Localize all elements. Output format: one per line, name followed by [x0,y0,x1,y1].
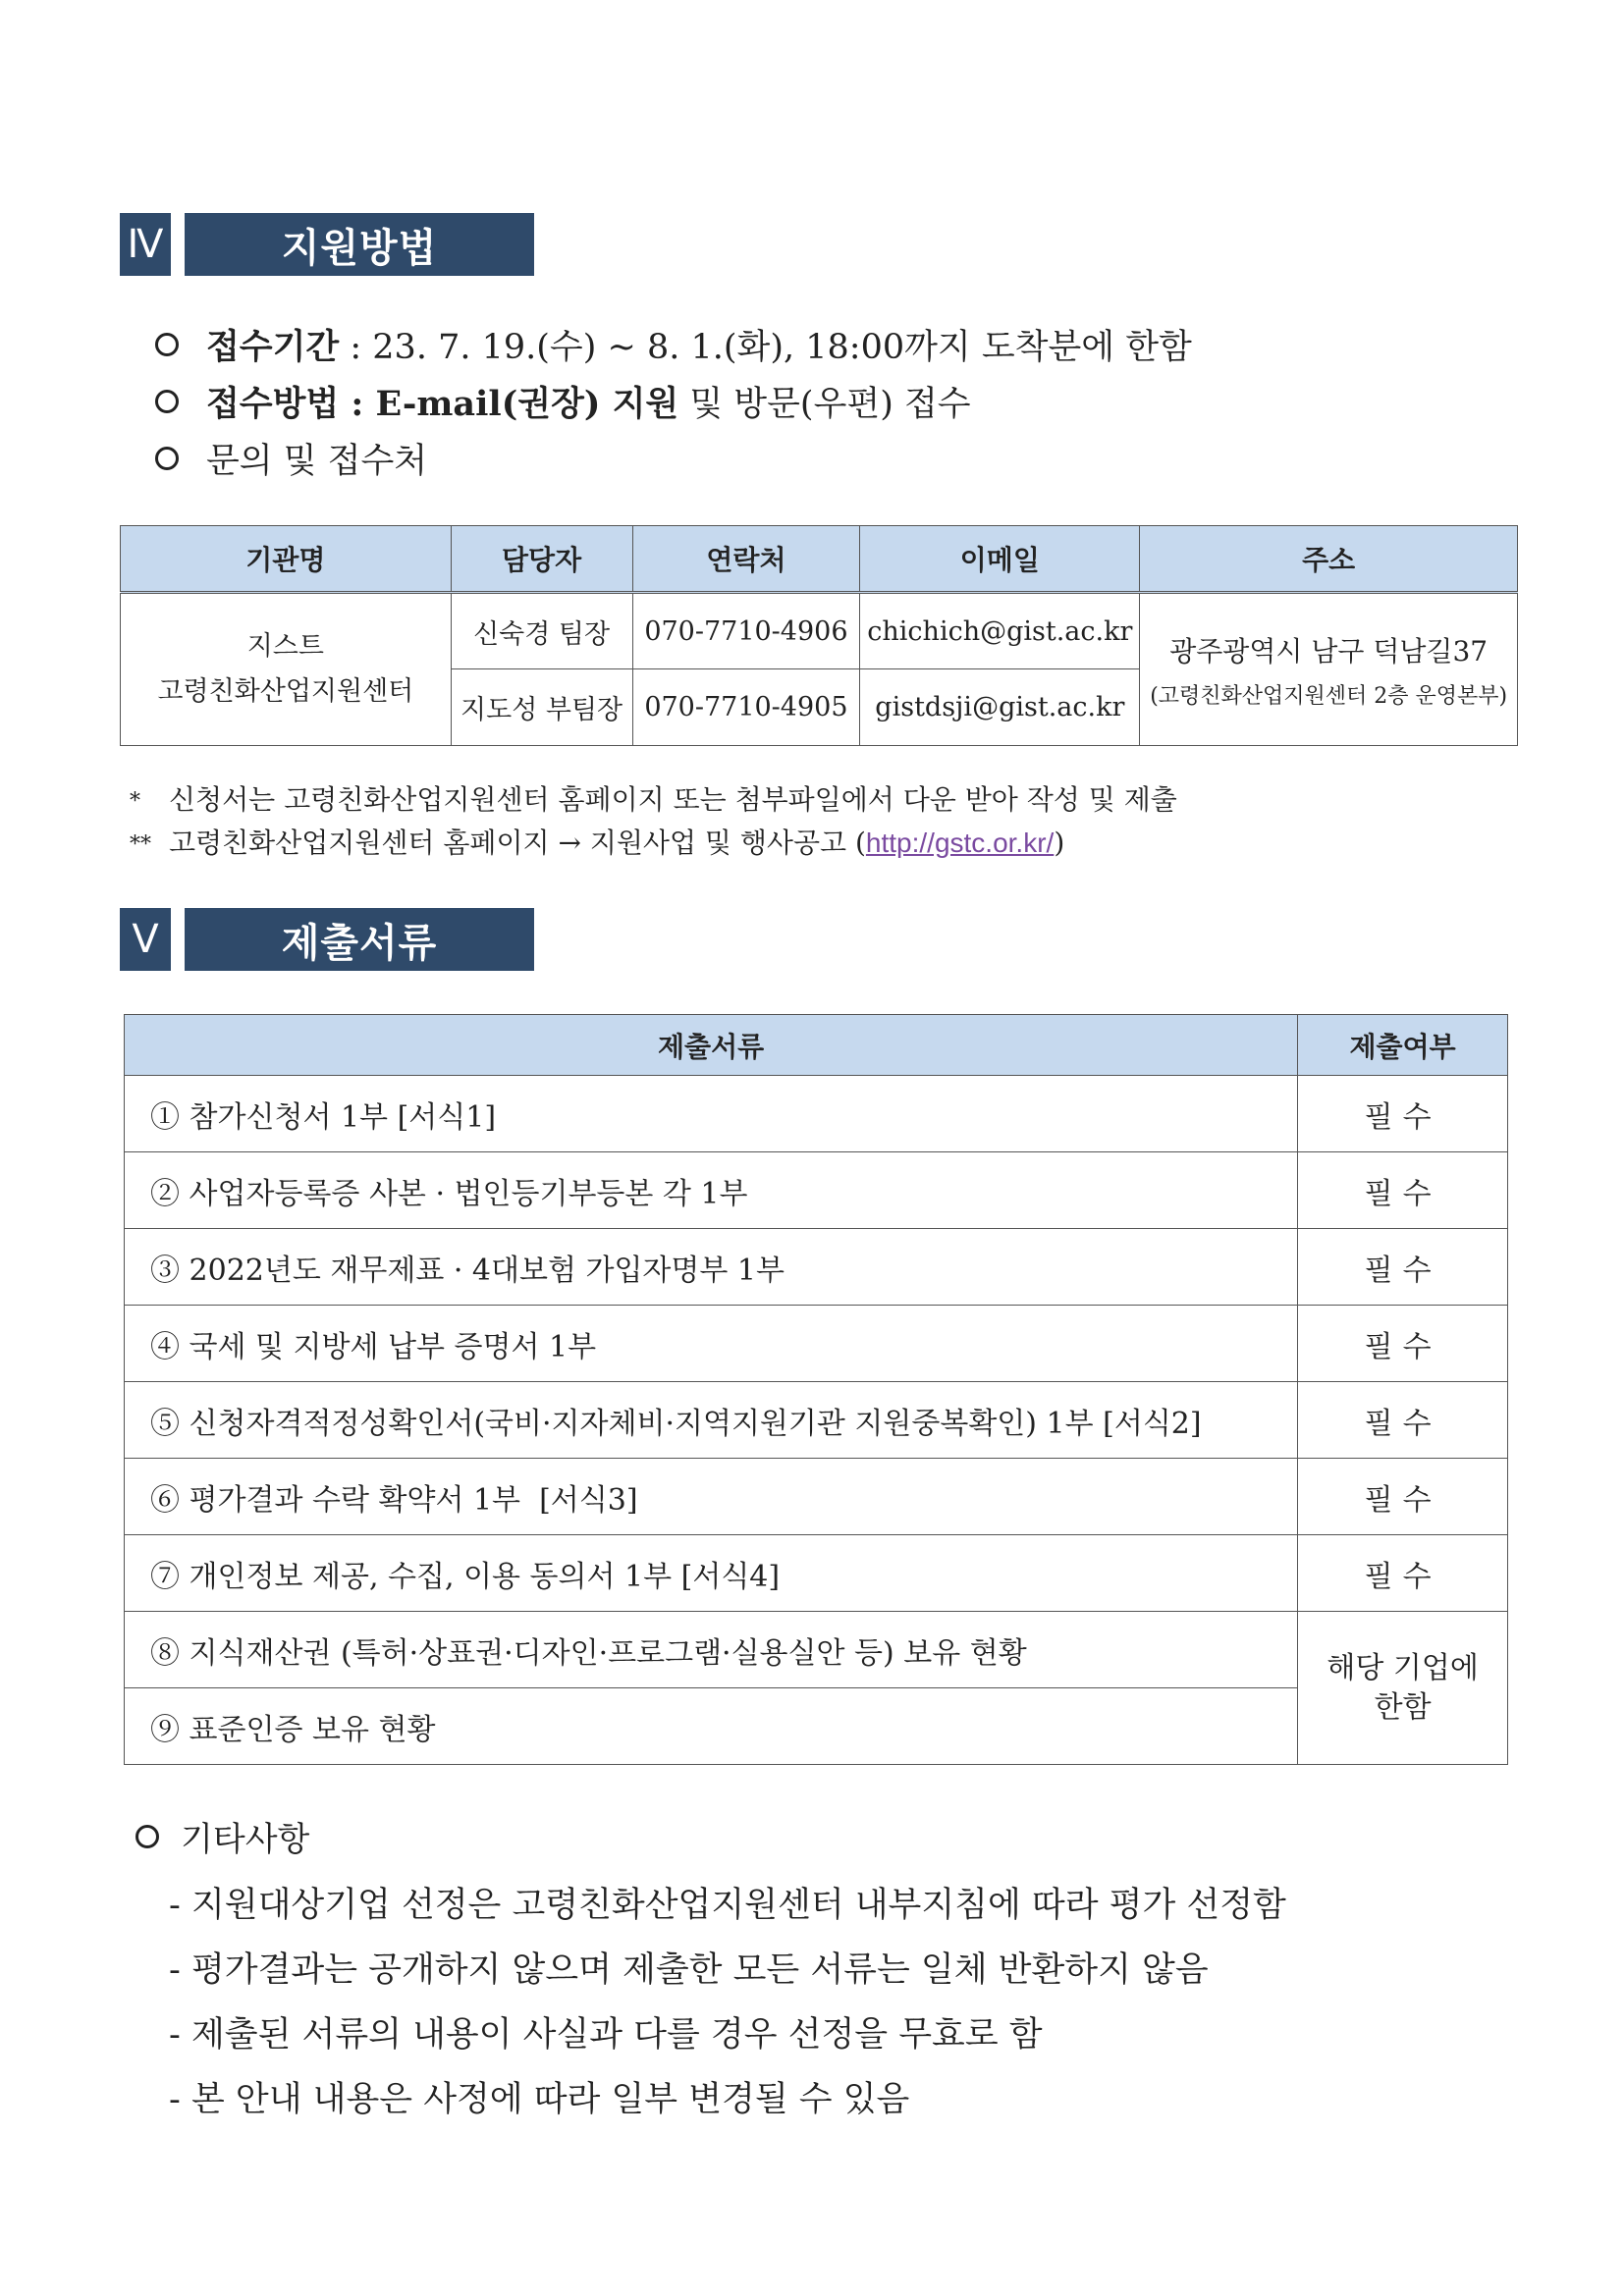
section-5-number: Ⅴ [120,908,171,971]
contact-table-header-row [121,526,1518,593]
documents-header-row [125,1015,1508,1076]
table-row [125,1152,1508,1229]
required-status: 필수 [1298,1306,1508,1382]
note-1 [130,778,1177,818]
inquiry-text: 문의 및 접수처 [206,442,428,481]
note-2-close: ) [1054,827,1065,859]
receipt-period-line [155,320,1192,369]
phone-cell: 070-7710-4905 [632,669,860,746]
table-row [125,1535,1508,1612]
header-documents: 제출서류 [125,1015,1298,1076]
document-name: ⑦ 개인정보 제공, 수집, 이용 동의서 1부 [서식4] [125,1535,1298,1612]
receipt-method-line [155,377,971,426]
header-address: 주소 [1140,526,1518,593]
misc-item: - 지원대상기업 선정은 고령친화산업지원센터 내부지침에 따라 평가 선정함 [169,1886,1286,1925]
misc-title: 기타사항 [181,1820,310,1859]
section-5-title: 제출서류 [185,908,534,971]
misc-heading [135,1812,309,1860]
address-main: 광주광역시 남구 덕남길37 [1169,634,1489,667]
document-name: ⑥ 평가결과 수락 확약서 1부 [서식3] [125,1459,1298,1535]
circle-bullet-icon [155,447,179,470]
person-cell: 지도성 부팀장 [451,669,632,746]
email-cell[interactable]: chichich@gist.ac.kr [860,593,1140,669]
circle-bullet-icon [155,390,179,413]
section-4-header [120,213,534,276]
table-row [125,1076,1508,1152]
misc-item: - 제출된 서류의 내용이 사실과 다를 경우 선정을 무효로 함 [169,2015,1043,2055]
document-name: ⑨ 표준인증 보유 현황 [125,1688,1298,1765]
org-name-line2: 고령친화산업지원센터 [157,676,414,707]
address-sub: (고령친화산업지원센터 2층 운영본부) [1150,683,1508,709]
email-cell[interactable]: gistdsji@gist.ac.kr [860,669,1140,746]
org-name-line1: 지스트 [246,631,324,662]
address-cell [1140,593,1518,746]
document-name: ⑧ 지식재산권 (특허·상표권·디자인·프로그램·실용실안 등) 보유 현황 [125,1612,1298,1688]
section-4-title: 지원방법 [185,213,534,276]
double-asterisk-mark: ** [130,832,151,857]
receipt-method-label: 접수방법 [206,384,340,424]
table-row [125,1229,1508,1306]
conditional-line1: 해당 기업에 [1326,1650,1479,1685]
note-2 [130,822,1064,861]
required-status: 필수 [1298,1382,1508,1459]
contact-table [120,525,1518,746]
asterisk-mark: * [130,789,140,814]
required-status: 필수 [1298,1535,1508,1612]
person-cell: 신숙경 팀장 [451,593,632,669]
receipt-period-text: : 23. 7. 19.(수) ~ 8. 1.(화), 18:00까지 도착분에 한함 [339,328,1192,367]
section-4-number: Ⅳ [120,213,171,276]
org-cell [121,593,452,746]
document-name: ③ 2022년도 재무제표 · 4대보험 가입자명부 1부 [125,1229,1298,1306]
header-required: 제출여부 [1298,1015,1508,1076]
document-name: ⑤ 신청자격적정성확인서(국비·지자체비·지역지원기관 지원중복확인) 1부 [서식2] [125,1382,1298,1459]
phone-cell: 070-7710-4906 [632,593,860,669]
inquiry-line [155,434,427,483]
document-name: ② 사업자등록증 사본 · 법인등기부등본 각 1부 [125,1152,1298,1229]
header-org: 기관명 [121,526,452,593]
circle-bullet-icon [155,333,179,356]
table-row [125,1612,1508,1688]
table-row [125,1306,1508,1382]
note-2-text: 고령친화산업지원센터 홈페이지 → 지원사업 및 행사공고 ( [169,827,866,859]
table-row [125,1382,1508,1459]
required-status: 필수 [1298,1459,1508,1535]
document-name: ④ 국세 및 지방세 납부 증명서 1부 [125,1306,1298,1382]
header-email: 이메일 [860,526,1140,593]
required-status: 필수 [1298,1229,1508,1306]
required-status: 필수 [1298,1076,1508,1152]
conditional-status [1298,1612,1508,1765]
section-5-header [120,908,534,971]
conditional-line2: 한함 [1374,1689,1432,1725]
misc-item: - 평가결과는 공개하지 않으며 제출한 모든 서류는 일체 반환하지 않음 [169,1950,1209,1990]
table-row [121,593,1518,669]
receipt-method-text: 및 방문(우편) 접수 [678,385,971,424]
header-phone: 연락처 [632,526,860,593]
table-row [125,1459,1508,1535]
document-name: ① 참가신청서 1부 [서식1] [125,1076,1298,1152]
documents-table [124,1014,1508,1765]
misc-item: - 본 안내 내용은 사정에 따라 일부 변경될 수 있음 [169,2080,910,2119]
note-1-text: 신청서는 고령친화산업지원센터 홈페이지 또는 첨부파일에서 다운 받아 작성 및 제출 [169,783,1177,816]
receipt-period-label: 접수기간 [206,327,340,367]
required-status: 필수 [1298,1152,1508,1229]
header-person: 담당자 [451,526,632,593]
homepage-link[interactable]: http://gstc.or.kr/ [865,828,1055,858]
receipt-method-bold-text: : E-mail(권장) 지원 [339,384,679,424]
circle-bullet-icon [135,1825,159,1848]
